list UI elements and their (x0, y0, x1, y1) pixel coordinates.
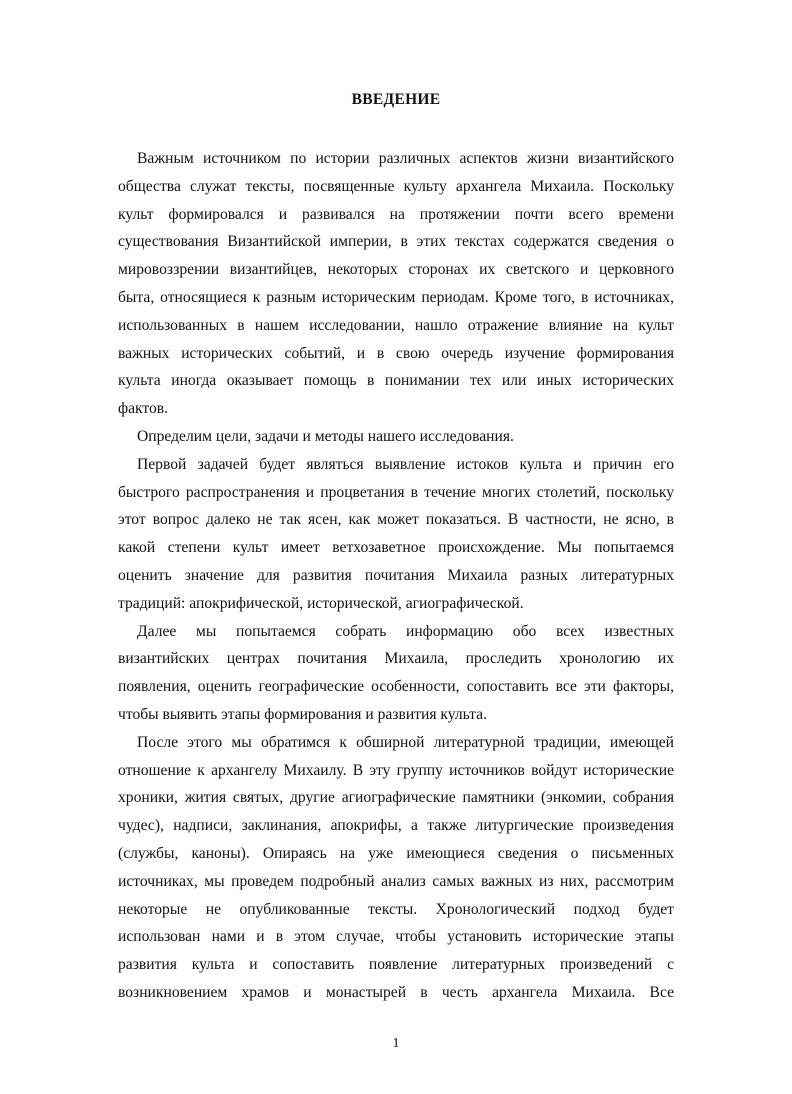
text-line: мировоззрении византийцев, некоторых сторонах их светского и церковного (118, 261, 674, 279)
text-line: появления, оценить географические особенности, сопоставить все эти факторы, (118, 678, 674, 696)
text-line: развития культа и сопоставить появление литературных произведений с (118, 956, 674, 974)
text-line: возникновением храмов и монастырей в честь архангела Михаила. Все (118, 983, 674, 1001)
text-line: чтобы выявить этапы формирования и развития культа. (118, 705, 487, 723)
text-line: хроники, жития святых, другие агиографические памятники (энкомии, собрания (118, 789, 674, 807)
text-line: культ формировался и развивался на протяжении почти всего времени (118, 205, 674, 223)
text-line: традиций: апокрифической, исторической, агиографической. (118, 594, 524, 612)
text-line: Далее мы попытаемся собрать информацию обо всех известных (137, 622, 674, 640)
text-line: этот вопрос далеко не так ясен, как может показаться. В частности, не ясно, в (118, 511, 674, 529)
text-line: (службы, каноны). Опираясь на уже имеющиеся сведения о письменных (118, 844, 674, 862)
page-title: ВВЕДЕНИЕ (351, 91, 441, 108)
text-line: оценить значение для развития почитания Михаила разных литературных (118, 566, 674, 584)
text-line: быта, относящиеся к разным историческим периодам. Кроме того, в источниках, (118, 288, 674, 306)
text-line: чудес), надписи, заклинания, апокрифы, а также литургические произведения (118, 817, 674, 835)
paragraph (118, 423, 674, 451)
body-text (118, 145, 674, 1007)
text-line: быстрого распространения и процветания в течение многих столетий, поскольку (118, 483, 674, 501)
text-line: византийских центрах почитания Михаила, проследить хронологию их (118, 650, 674, 668)
paragraph (118, 145, 674, 423)
text-line: использован нами и в этом случае, чтобы установить исторические этапы (118, 928, 674, 946)
text-line: источниках, мы проведем подробный анализ самых важных из них, рассмотрим (118, 872, 674, 890)
text-line: культа иногда оказывает помощь в понимании тех или иных исторических (118, 372, 674, 390)
text-line: Первой задачей будет являться выявление истоков культа и причин его (137, 455, 674, 473)
text-line: важных исторических событий, и в свою очередь изучение формирования (118, 344, 674, 362)
text-line: какой степени культ имеет ветхозаветное происхождение. Мы попытаемся (118, 539, 674, 557)
text-line: существования Византийской империи, в этих текстах содержатся сведения о (118, 233, 674, 251)
text-line: общества служат тексты, посвященные культу архангела Михаила. Поскольку (118, 177, 674, 195)
text-line: некоторые не опубликованные тексты. Хронологический подход будет (118, 900, 674, 918)
paragraph (118, 618, 674, 729)
page-number: 1 (392, 1036, 400, 1051)
text-line: Определим цели, задачи и методы нашего исследования. (137, 427, 514, 445)
paragraph (118, 729, 674, 1007)
text-line: отношение к архангелу Михаилу. В эту группу источников войдут исторические (118, 761, 674, 779)
text-line: фактов. (118, 400, 169, 418)
text-line: После этого мы обратимся к обширной литературной традиции, имеющей (137, 733, 674, 751)
paragraph (118, 451, 674, 618)
text-line: Важным источником по истории различных аспектов жизни византийского (137, 150, 674, 167)
text-line: использованных в нашем исследовании, нашло отражение влияние на культ (118, 316, 674, 334)
